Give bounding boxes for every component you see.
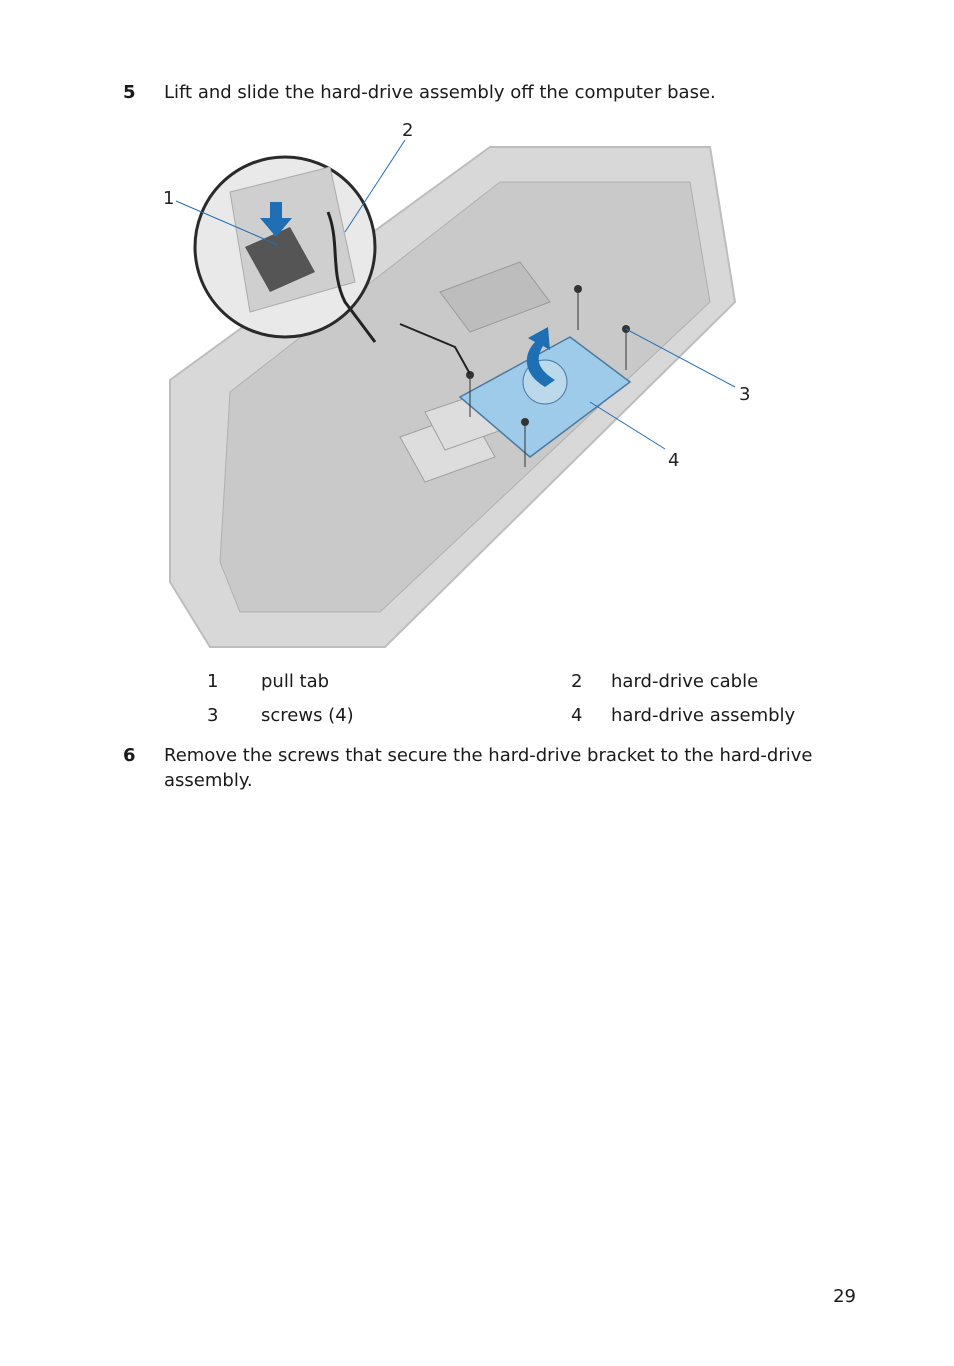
legend-row — [195, 698, 871, 732]
legend-number: 2 — [571, 670, 583, 692]
callout-4: 4 — [668, 450, 680, 471]
legend-number: 1 — [207, 670, 219, 692]
legend-number: 3 — [207, 704, 219, 726]
legend-label: screws (4) — [261, 704, 354, 726]
hard-drive-removal-illustration — [150, 112, 790, 652]
step-text: Lift and slide the hard-drive assembly off the computer base. — [164, 82, 716, 103]
step-number: 5 — [123, 82, 136, 103]
step-number: 6 — [123, 745, 136, 766]
callout-legend — [195, 664, 871, 732]
legend-row — [195, 664, 871, 698]
step-text: Remove the screws that secure the hard-drive bracket to the hard-drive assembly. — [164, 745, 813, 791]
callout-1: 1 — [163, 188, 175, 209]
callout-2: 2 — [402, 120, 414, 141]
legend-number: 4 — [571, 704, 583, 726]
legend-label: pull tab — [261, 670, 330, 692]
page-number: 29 — [833, 1286, 856, 1307]
legend-label: hard-drive cable — [611, 670, 759, 692]
callout-3: 3 — [739, 384, 751, 405]
legend-label: hard-drive assembly — [611, 704, 796, 726]
